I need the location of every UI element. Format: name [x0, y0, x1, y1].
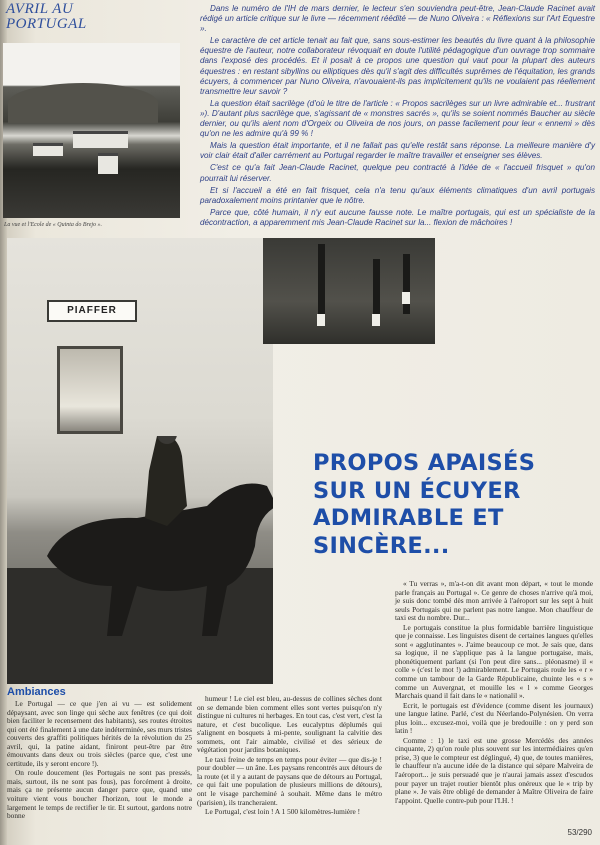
horse-leg — [403, 254, 410, 314]
section-title: AVRIL AU PORTUGAL — [6, 1, 87, 32]
intro-paragraph: C'est ce qu'a fait Jean-Claude Racinet, quelque peu contracté à l'idée de « l'accueil frisquet » qu'on pourrait lui réserver. — [200, 163, 595, 183]
page-number: 53/290 — [567, 828, 592, 837]
text-column-2 — [197, 695, 382, 818]
photo-caption: La vue et l'Ecole de « Quinta do Brejo ». — [4, 222, 103, 228]
body-paragraph: Le portugais constitue la plus formidable barrière linguistique que je connaisse. Les linguistes disent de certaines langues qu'elles sont « agglutinantes ». J'aime beaucoup ce mot. Je sais que, dans sa logique, il ne s'applique pas à la langue portugaise, mais, phonétiquement parlant (si l'on peut dire sans... pléonasme) il « colle » (c'est le mot !) admirablement. Le Portugais roule les « r » comme un tambour de la Garde Républicaine, chuinte les « s » comme un Auvergnat, et mouille les « l » comme Georges Marchais quand il fait dans le « nationalil ». — [395, 622, 593, 701]
intro-paragraph: La question était sacrilège (d'où le titre de l'article : « Propos sacrilèges sur un livre admirable et... frustrant »). D'autant plus sacrilège que, s'agissant de « monstres sacrés », qu'ils se soient nommés Baucher au siècle dernier, ou qu'ils aient nom d'Orgeix ou Oliveira de nos jours, on passe facilement pour leur « ennemi » dès qu'on ne les admire qu'à 99 % ! — [200, 98, 595, 139]
intro-paragraph: Dans le numéro de l'IH de mars dernier, le lecteur s'en souviendra peut-être, Jean-Claude Racinet avait rédigé un article critique sur le livre — récemment réédité — de Nuno Oliveira : « Réflexions sur l'Art Equestre ». — [200, 4, 595, 34]
body-paragraph: Le Portugal — ce que j'en ai vu — est solidement dépaysant, avec son linge qui sèche aux fenêtres (ce qui doit bien faciliter le recensement des habitants), ses routes étroites qui ont été finalement à une date indéterminée, ses murs tristes couverts des graffiti politiques hérités de la révolution du 25 avril, qui, la patine aidant, finiront peut-être par être émouvants dans deux ou trois siècles (parce que, c'est une certitude, ils y seront encore !). — [7, 699, 192, 768]
building-shape — [33, 143, 63, 156]
horse-legs-photo — [263, 238, 435, 344]
horse-and-rider-silhouette — [27, 436, 273, 636]
white-sock — [317, 314, 325, 326]
text-column-3 — [395, 580, 593, 806]
body-paragraph: Le taxi freine de temps en temps pour éviter — que dis-je ! pour doubler — un âne. Les paysans rencontrés aux détours de la route (et il y a autant de paysans que de détours au Portugal, ce qui fait une population de plusieurs millions de détours), ont le visage parcheminé à souhait. Même dans le métro (parisien), ils trancheraient. — [197, 754, 382, 807]
intro-text — [200, 4, 595, 230]
body-paragraph: humeur ! Le ciel est bleu, au-dessus de collines sèches dont on se demande bien comment elles sont vertes puisqu'on n'y distingue ni cultures ni herbages. En tout cas, c'est vert, c'est la nature, et c'est bucolique. Les eucalyptus déplumés qui s'alignent en bosquets à mi-pente, soulignant la calvitie des sommets, ont l'air aimable, civilisé et des sérieux de végétation pour jardins botaniques. — [197, 694, 382, 755]
body-paragraph: On roule doucement (les Portugais ne sont pas pressés, mais, surtout, ils ne sont pas fous), pas forcément à droite, mais ça ne présente aucun danger parce que, quand une voiture vient vous boucher l'horizon, tout le monde a largement le temps de rectifier le tir. Et surtout, gardons notre bonne — [7, 768, 192, 821]
horse-leg — [373, 259, 380, 314]
body-paragraph: « Tu verras », m'a-t-on dit avant mon départ, « tout le monde parle français au Portugal ». Ce genre de choses n'arrive qu'à moi, je suis donc tombé dès mon arrivée à l'aéroport sur les sept à huit seuls Portugais qui ne parlent pas notre langue. Mon chauffeur de taxi est du nombre. Dur... — [395, 579, 593, 623]
piaffer-sign: PIAFFER — [47, 300, 137, 322]
intro-paragraph: Le caractère de cet article tenait au fait que, sans sous-estimer les beautés du livre quant à la philosophie équestre de l'auteur, notre collaborateur révoquait en doute l'utilité pédagogique d'un ouvrage trop sommaire dans l'exposé des procédés. Et il posait à ce propos une question qui vaut pour la plupart des auteurs équestres : en restant sibyllins ou elliptiques dès qu'il s'agit des difficultés suprêmes de l'équitation, les grands écuyers, à commencer par Nuno Oliveira, n'avouaient-ils pas implicitement qu'ils ne voulaient pas réellement transmettre leur savoir ? — [200, 36, 595, 96]
horse-leg — [318, 244, 325, 314]
white-sock — [402, 292, 410, 304]
white-sock — [372, 314, 380, 326]
body-paragraph: Le Portugal, c'est loin ! A 1 500 kilomètres-lumière ! — [205, 807, 361, 817]
subheading-ambiances: Ambiances — [7, 686, 66, 698]
rider-photo — [7, 238, 273, 684]
article-headline: PROPOS APAISÉS SUR UN ÉCUYER ADMIRABLE ET SINCÈRE... — [313, 450, 536, 559]
framed-painting — [57, 346, 123, 434]
text-column-1 — [7, 700, 192, 822]
landscape-photo — [3, 43, 180, 218]
intro-paragraph: Mais la question était importante, et il ne fallait pas qu'elle restât sans réponse. La meilleure manière d'y voir clair était d'aller carrément au Portugal regarder le maître travailler et enseigner ses élèves. — [200, 141, 595, 161]
hill-shape — [8, 83, 158, 123]
body-paragraph: Comme : 1) le taxi est une grosse Mercédès des années cinquante, 2) qu'on roule plus souvent sur les intermédiaires qu'en prise, 3) que le compteur est déglingué, 4) que, de toutes manières, le chauffeur n'a aucune idée de la distance qui sépare Malveira de l'aéroport... je suis persuadé que je n'aurai jamais assez d'escudos pour payer un trajet routier bientôt plus onéreux que le « trip by plane ». Je vais être obligé de demander à Maître Oliveira de faire l'appoint. Quelle contre-pub pour l'I.H. ! — [395, 735, 593, 805]
body-paragraph: Ecrit, le portugais est d'évidence (comme disent les journaux) une langue latine. Parlé, c'est du Néerlando-Polynésien. On verra plus loin... excusez-moi, voilà que je bredouille : on y perd son latin ! — [395, 700, 593, 736]
intro-paragraph: Et si l'accueil a été en fait frisquet, cela n'a tenu qu'aux éléments climatiques d'un avril portugais paradoxalement moins printanier que le nôtre. — [200, 185, 595, 205]
intro-paragraph: Parce que, côté humain, il n'y eut aucune fausse note. Le maître portugais, qui est un spécialiste de la décontraction, a apparemment mis Jean-Claude Racinet sur la... flexion de mâchoires ! — [200, 207, 595, 227]
building-shape — [98, 153, 118, 174]
building-shape — [73, 131, 128, 148]
